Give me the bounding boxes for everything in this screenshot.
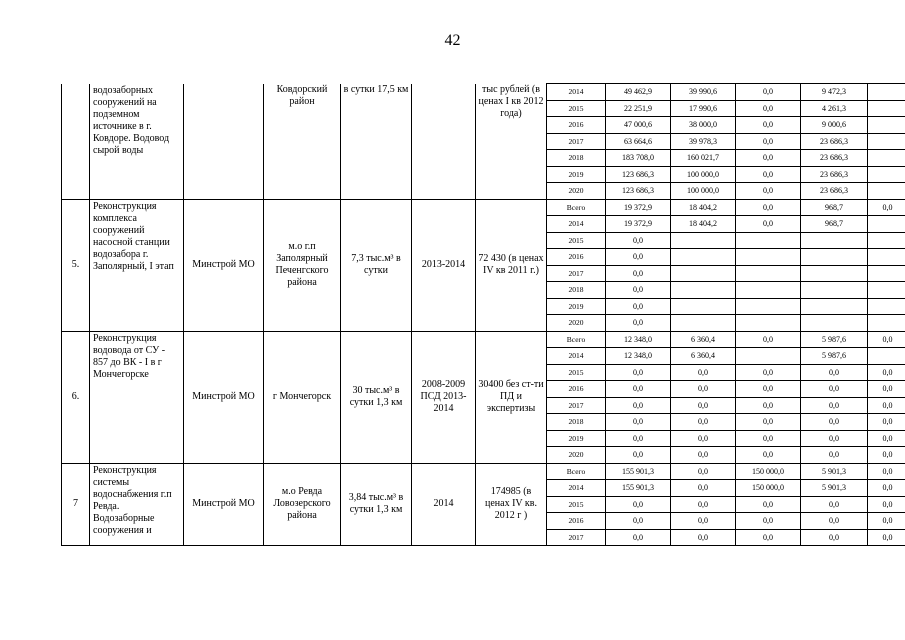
amount-cell-a: 0,0 [606, 381, 671, 398]
amount-cell-e [868, 232, 905, 249]
year-cell: 2016 [547, 513, 606, 530]
amount-cell-d: 23 686,3 [801, 133, 868, 150]
amount-cell-b [671, 315, 736, 332]
amount-cell-c: 0,0 [736, 430, 801, 447]
amount-cell-b [671, 249, 736, 266]
amount-cell-d [801, 282, 868, 299]
table-row [62, 331, 905, 348]
amount-cell-a: 0,0 [606, 249, 671, 266]
amount-cell-c: 0,0 [736, 117, 801, 134]
amount-cell-d [801, 298, 868, 315]
amount-cell-d: 5 987,6 [801, 348, 868, 365]
amount-cell-d [801, 315, 868, 332]
year-cell: 2014 [547, 216, 606, 233]
amount-cell-d: 968,7 [801, 199, 868, 216]
amount-cell-a: 0,0 [606, 364, 671, 381]
amount-cell-d: 0,0 [801, 414, 868, 431]
amount-cell-b: 0,0 [671, 381, 736, 398]
period-cell: 2013-2014 [412, 199, 476, 331]
amount-cell-e [868, 100, 905, 117]
amount-cell-e: 0,0 [868, 364, 905, 381]
project-number: 6. [62, 331, 90, 463]
amount-cell-a: 0,0 [606, 282, 671, 299]
project-number: 5. [62, 199, 90, 331]
cost-cell: тыс рублей (в ценах I кв 2012 года) [476, 84, 547, 200]
year-cell: 2014 [547, 480, 606, 497]
amount-cell-a: 0,0 [606, 414, 671, 431]
amount-cell-c: 150 000,0 [736, 463, 801, 480]
amount-cell-c [736, 348, 801, 365]
amount-cell-d: 4 261,3 [801, 100, 868, 117]
table-row [62, 84, 905, 101]
year-cell: 2015 [547, 232, 606, 249]
amount-cell-e [868, 249, 905, 266]
amount-cell-d: 0,0 [801, 447, 868, 464]
amount-cell-e: 0,0 [868, 529, 905, 546]
amount-cell-d [801, 265, 868, 282]
amount-cell-a: 0,0 [606, 397, 671, 414]
cost-cell: 30400 без ст-ти ПД и экспертизы [476, 331, 547, 463]
amount-cell-b: 38 000,0 [671, 117, 736, 134]
project-name: Реконструкция системы водоснабжения г.п Ревда. Водозаборные сооружения и [90, 463, 184, 546]
amount-cell-c: 0,0 [736, 100, 801, 117]
amount-cell-c: 0,0 [736, 364, 801, 381]
amount-cell-b: 39 978,3 [671, 133, 736, 150]
amount-cell-a: 12 348,0 [606, 331, 671, 348]
amount-cell-e: 0,0 [868, 430, 905, 447]
amount-cell-d: 5 987,6 [801, 331, 868, 348]
amount-cell-a: 19 372,9 [606, 216, 671, 233]
program-table [61, 83, 905, 546]
amount-cell-e [868, 150, 905, 167]
year-cell: 2019 [547, 298, 606, 315]
amount-cell-a: 12 348,0 [606, 348, 671, 365]
year-cell: 2015 [547, 100, 606, 117]
amount-cell-d: 0,0 [801, 496, 868, 513]
amount-cell-e: 0,0 [868, 513, 905, 530]
amount-cell-e: 0,0 [868, 463, 905, 480]
capacity-cell: 30 тыс.м³ в сутки 1,3 км [341, 331, 412, 463]
amount-cell-d: 0,0 [801, 430, 868, 447]
amount-cell-e: 0,0 [868, 414, 905, 431]
year-cell: 2016 [547, 117, 606, 134]
amount-cell-e [868, 348, 905, 365]
location-cell: м.о г.п Заполярный Печенгского района [264, 199, 341, 331]
year-cell: 2014 [547, 348, 606, 365]
amount-cell-c: 0,0 [736, 397, 801, 414]
amount-cell-a: 47 000,6 [606, 117, 671, 134]
customer-cell: Минстрой МО [184, 199, 264, 331]
amount-cell-b: 0,0 [671, 529, 736, 546]
amount-cell-d: 968,7 [801, 216, 868, 233]
amount-cell-c: 0,0 [736, 216, 801, 233]
project-name: Реконструкция комплекса сооружений насосной станции водозабора г. Заполярный, I этап [90, 199, 184, 331]
amount-cell-c [736, 298, 801, 315]
amount-cell-c [736, 232, 801, 249]
year-cell: 2017 [547, 397, 606, 414]
capacity-cell: 7,3 тыс.м³ в сутки [341, 199, 412, 331]
amount-cell-a: 19 372,9 [606, 199, 671, 216]
amount-cell-a: 0,0 [606, 430, 671, 447]
capacity-cell: 3,84 тыс.м³ в сутки 1,3 км [341, 463, 412, 546]
year-cell: 2018 [547, 282, 606, 299]
customer-cell: Минстрой МО [184, 463, 264, 546]
amount-cell-b [671, 282, 736, 299]
amount-cell-c: 0,0 [736, 84, 801, 101]
amount-cell-c: 0,0 [736, 150, 801, 167]
amount-cell-d [801, 249, 868, 266]
amount-cell-d: 23 686,3 [801, 166, 868, 183]
amount-cell-b: 160 021,7 [671, 150, 736, 167]
amount-cell-c: 0,0 [736, 381, 801, 398]
amount-cell-a: 183 708,0 [606, 150, 671, 167]
amount-cell-e: 0,0 [868, 397, 905, 414]
year-cell: 2020 [547, 183, 606, 200]
amount-cell-c: 0,0 [736, 166, 801, 183]
amount-cell-a: 63 664,6 [606, 133, 671, 150]
amount-cell-d: 23 686,3 [801, 183, 868, 200]
amount-cell-a: 155 901,3 [606, 463, 671, 480]
year-cell: 2019 [547, 166, 606, 183]
amount-cell-b: 0,0 [671, 463, 736, 480]
cost-cell: 72 430 (в ценах IV кв 2011 г.) [476, 199, 547, 331]
amount-cell-b [671, 232, 736, 249]
year-cell: 2016 [547, 249, 606, 266]
table-row [62, 199, 905, 216]
amount-cell-b: 0,0 [671, 364, 736, 381]
amount-cell-b [671, 298, 736, 315]
amount-cell-a: 0,0 [606, 496, 671, 513]
amount-cell-e [868, 315, 905, 332]
amount-cell-b: 0,0 [671, 447, 736, 464]
amount-cell-e [868, 133, 905, 150]
amount-cell-e: 0,0 [868, 381, 905, 398]
amount-cell-a: 155 901,3 [606, 480, 671, 497]
amount-cell-a: 0,0 [606, 232, 671, 249]
amount-cell-b: 100 000,0 [671, 183, 736, 200]
amount-cell-c [736, 265, 801, 282]
amount-cell-a: 0,0 [606, 529, 671, 546]
customer-cell [184, 84, 264, 200]
amount-cell-c: 0,0 [736, 447, 801, 464]
amount-cell-c [736, 315, 801, 332]
amount-cell-e [868, 84, 905, 101]
amount-cell-e: 0,0 [868, 480, 905, 497]
year-cell: Всего [547, 331, 606, 348]
amount-cell-a: 49 462,9 [606, 84, 671, 101]
year-cell: 2018 [547, 414, 606, 431]
amount-cell-c: 0,0 [736, 183, 801, 200]
project-name: Реконструкция водовода от СУ - 857 до ВК - I в г Мончегорске [90, 331, 184, 463]
amount-cell-d: 5 901,3 [801, 480, 868, 497]
amount-cell-d: 5 901,3 [801, 463, 868, 480]
amount-cell-e: 0,0 [868, 447, 905, 464]
location-cell: Ковдорский район [264, 84, 341, 200]
year-cell: 2020 [547, 447, 606, 464]
amount-cell-a: 123 686,3 [606, 183, 671, 200]
amount-cell-c [736, 249, 801, 266]
project-number: 7 [62, 463, 90, 546]
amount-cell-a: 22 251,9 [606, 100, 671, 117]
amount-cell-b: 18 404,2 [671, 216, 736, 233]
year-cell: 2019 [547, 430, 606, 447]
amount-cell-b: 17 990,6 [671, 100, 736, 117]
year-cell: 2017 [547, 133, 606, 150]
amount-cell-d: 0,0 [801, 513, 868, 530]
project-number [62, 84, 90, 200]
amount-cell-d: 9 000,6 [801, 117, 868, 134]
amount-cell-a: 0,0 [606, 513, 671, 530]
amount-cell-e [868, 265, 905, 282]
year-cell: 2018 [547, 150, 606, 167]
year-cell: 2017 [547, 529, 606, 546]
amount-cell-a: 123 686,3 [606, 166, 671, 183]
period-cell: 2014 [412, 463, 476, 546]
year-cell: 2017 [547, 265, 606, 282]
amount-cell-b: 6 360,4 [671, 331, 736, 348]
amount-cell-b: 0,0 [671, 513, 736, 530]
table-body [62, 84, 905, 546]
year-cell: 2016 [547, 381, 606, 398]
amount-cell-d: 0,0 [801, 364, 868, 381]
amount-cell-b: 0,0 [671, 430, 736, 447]
location-cell: г Мончегорск [264, 331, 341, 463]
amount-cell-b [671, 265, 736, 282]
amount-cell-c: 0,0 [736, 529, 801, 546]
capacity-cell: в сутки 17,5 км [341, 84, 412, 200]
customer-cell: Минстрой МО [184, 331, 264, 463]
amount-cell-c: 0,0 [736, 133, 801, 150]
amount-cell-b: 6 360,4 [671, 348, 736, 365]
year-cell: 2014 [547, 84, 606, 101]
amount-cell-e [868, 216, 905, 233]
amount-cell-d: 23 686,3 [801, 150, 868, 167]
amount-cell-b: 0,0 [671, 414, 736, 431]
amount-cell-c: 0,0 [736, 414, 801, 431]
amount-cell-e [868, 183, 905, 200]
period-cell: 2008-2009 ПСД 2013-2014 [412, 331, 476, 463]
amount-cell-e [868, 166, 905, 183]
amount-cell-c: 0,0 [736, 496, 801, 513]
amount-cell-c [736, 282, 801, 299]
amount-cell-c: 0,0 [736, 199, 801, 216]
amount-cell-e [868, 298, 905, 315]
page-number: 42 [444, 32, 461, 49]
year-cell: Всего [547, 199, 606, 216]
year-cell: Всего [547, 463, 606, 480]
amount-cell-d [801, 232, 868, 249]
amount-cell-e: 0,0 [868, 496, 905, 513]
amount-cell-d: 0,0 [801, 381, 868, 398]
amount-cell-b: 0,0 [671, 397, 736, 414]
table-row [62, 463, 905, 480]
amount-cell-b: 18 404,2 [671, 199, 736, 216]
year-cell: 2015 [547, 364, 606, 381]
year-cell: 2020 [547, 315, 606, 332]
amount-cell-e [868, 117, 905, 134]
amount-cell-e [868, 282, 905, 299]
amount-cell-b: 0,0 [671, 480, 736, 497]
amount-cell-c: 0,0 [736, 513, 801, 530]
amount-cell-d: 9 472,3 [801, 84, 868, 101]
amount-cell-a: 0,0 [606, 265, 671, 282]
amount-cell-c: 150 000,0 [736, 480, 801, 497]
amount-cell-a: 0,0 [606, 315, 671, 332]
amount-cell-b: 39 990,6 [671, 84, 736, 101]
cost-cell: 174985 (в ценах IV кв. 2012 г ) [476, 463, 547, 546]
project-name: водозаборных сооружений на подземном источнике в г. Ковдоре. Водовод сырой воды [90, 84, 184, 200]
amount-cell-b: 100 000,0 [671, 166, 736, 183]
amount-cell-e: 0,0 [868, 331, 905, 348]
amount-cell-d: 0,0 [801, 529, 868, 546]
amount-cell-e: 0,0 [868, 199, 905, 216]
amount-cell-c: 0,0 [736, 331, 801, 348]
amount-cell-b: 0,0 [671, 496, 736, 513]
year-cell: 2015 [547, 496, 606, 513]
amount-cell-a: 0,0 [606, 447, 671, 464]
amount-cell-a: 0,0 [606, 298, 671, 315]
period-cell [412, 84, 476, 200]
location-cell: м.о Ревда Ловозерского района [264, 463, 341, 546]
amount-cell-d: 0,0 [801, 397, 868, 414]
